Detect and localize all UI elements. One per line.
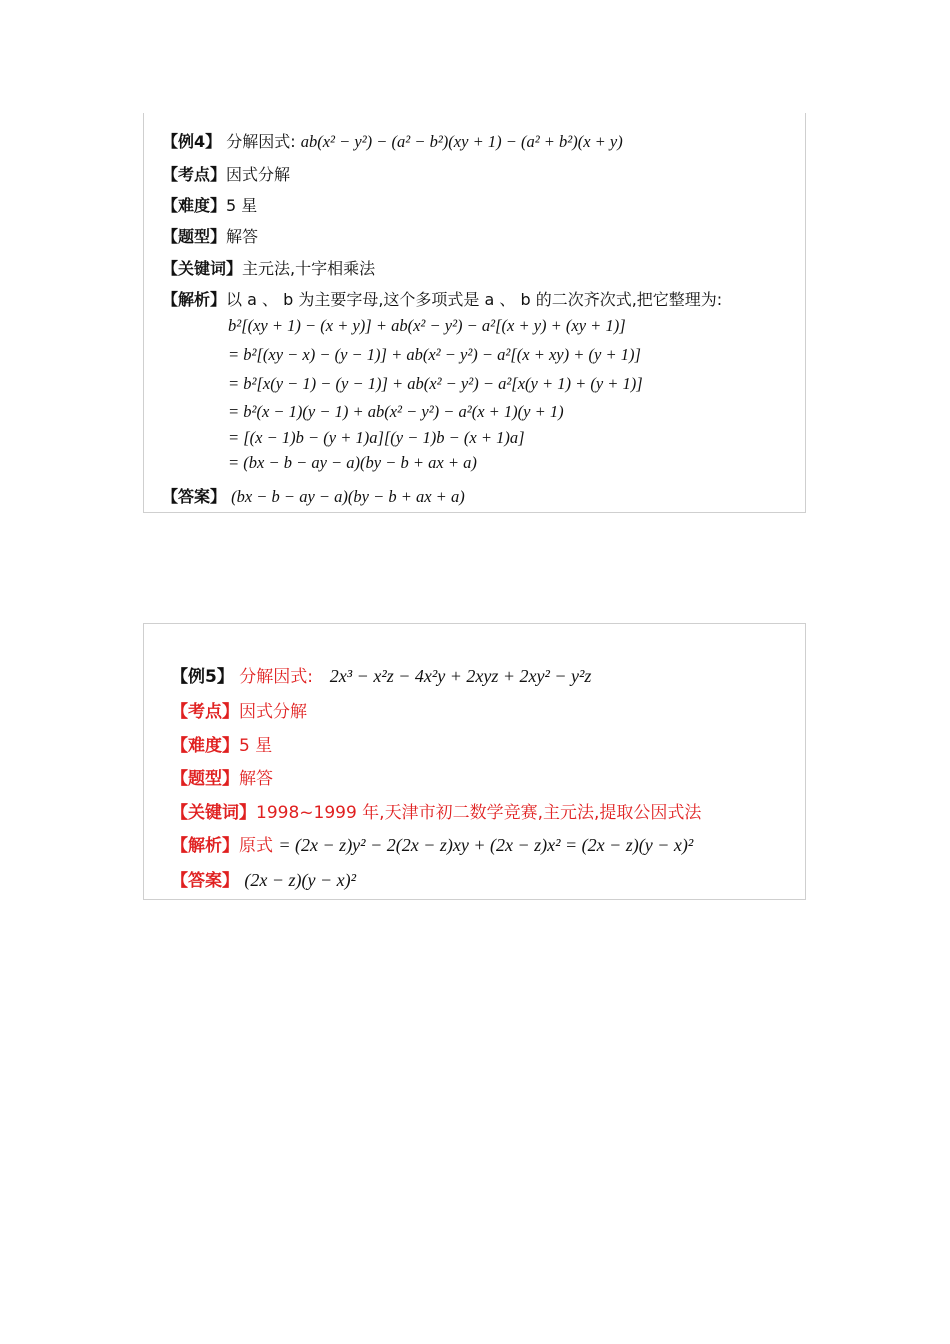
example-4-card bbox=[143, 113, 806, 513]
example-4-tixing-row bbox=[162, 224, 258, 247]
example-5-daan-row bbox=[171, 866, 356, 891]
example-5-prompt: 分解因式: bbox=[239, 667, 313, 687]
solution-step: = [(x − 1)b − (y + 1)a][(y − 1)b − (x + 1)a] bbox=[228, 428, 525, 447]
example-4-kaodian-row bbox=[162, 162, 290, 185]
example-4-jiexi-row bbox=[162, 287, 722, 310]
solution-step: = b²[x(y − 1) − (y − 1)] + ab(x² − y²) − a²[x(y + 1) + (y + 1)] bbox=[228, 374, 643, 393]
tixing-tag: 【题型】 bbox=[171, 769, 239, 789]
daan-tag: 【答案】 bbox=[171, 871, 239, 891]
example-4-daan-row bbox=[162, 484, 465, 507]
guanjianci-value: 1998~1999 年,天津市初二数学竞赛,主元法,提取公因式法 bbox=[256, 803, 702, 823]
example-5-tixing-row bbox=[171, 764, 273, 789]
example-5-jiexi-row bbox=[171, 831, 693, 856]
example-5-guanjianci-row bbox=[171, 798, 701, 823]
solution-step: = b²(x − 1)(y − 1) + ab(x² − y²) − a²(x + 1)(y + 1) bbox=[228, 402, 564, 421]
guanjianci-value: 主元法,十字相乘法 bbox=[242, 259, 376, 278]
example-5-card bbox=[143, 623, 806, 900]
example-5-nandu-row bbox=[171, 731, 272, 756]
example-4-problem: ab(x² − y²) − (a² − b²)(xy + 1) − (a² + b²)(x + y) bbox=[300, 132, 623, 151]
example-5-problem: 2x³ − x²z − 4x²y + 2xyz + 2xy² − y²z bbox=[329, 666, 592, 686]
kaodian-tag: 【考点】 bbox=[171, 702, 239, 722]
daan-tag: 【答案】 bbox=[162, 487, 227, 506]
guanjianci-tag: 【关键词】 bbox=[171, 803, 256, 823]
example-4-guanjianci-row bbox=[162, 256, 375, 279]
example-4-nandu-row bbox=[162, 193, 257, 216]
jiexi-tag: 【解析】 bbox=[171, 836, 239, 856]
nandu-value: 5 星 bbox=[239, 736, 273, 756]
nandu-tag: 【难度】 bbox=[162, 196, 227, 215]
jiexi-value: = (2x − z)y² − 2(2x − z)xy + (2x − z)x² = (2x − z)(y − x)² bbox=[278, 835, 694, 855]
daan-value: (bx − b − ay − a)(by − b + ax + a) bbox=[231, 487, 465, 506]
guanjianci-tag: 【关键词】 bbox=[162, 259, 243, 278]
example-4-prompt: 分解因式: bbox=[226, 132, 296, 151]
jiexi-intro: 以 a 、 b 为主要字母,这个多项式是 a 、 b 的二次齐次式,把它整理为: bbox=[226, 290, 723, 309]
kaodian-tag: 【考点】 bbox=[162, 165, 227, 184]
solution-step: = b²[(xy − x) − (y − 1)] + ab(x² − y²) − a²[(x + xy) + (y + 1)] bbox=[228, 345, 641, 364]
nandu-tag: 【难度】 bbox=[171, 736, 239, 756]
daan-value: (2x − z)(y − x)² bbox=[244, 870, 357, 890]
example-4-label: 【例4】 bbox=[162, 132, 222, 151]
solution-step: = (bx − b − ay − a)(by − b + ax + a) bbox=[228, 453, 477, 472]
example-4-problem-row bbox=[162, 129, 623, 152]
tixing-value: 解答 bbox=[226, 227, 259, 246]
example-5-problem-row bbox=[171, 662, 591, 687]
jiexi-prefix: 原式 bbox=[239, 836, 273, 856]
jiexi-tag: 【解析】 bbox=[162, 290, 227, 309]
tixing-tag: 【题型】 bbox=[162, 227, 227, 246]
nandu-value: 5 星 bbox=[226, 196, 258, 215]
kaodian-value: 因式分解 bbox=[239, 702, 307, 722]
tixing-value: 解答 bbox=[239, 769, 273, 789]
example-5-label: 【例5】 bbox=[171, 667, 234, 687]
example-5-kaodian-row bbox=[171, 697, 307, 722]
solution-step: b²[(xy + 1) − (x + y)] + ab(x² − y²) − a²[(x + y) + (xy + 1)] bbox=[228, 316, 626, 335]
kaodian-value: 因式分解 bbox=[226, 165, 291, 184]
